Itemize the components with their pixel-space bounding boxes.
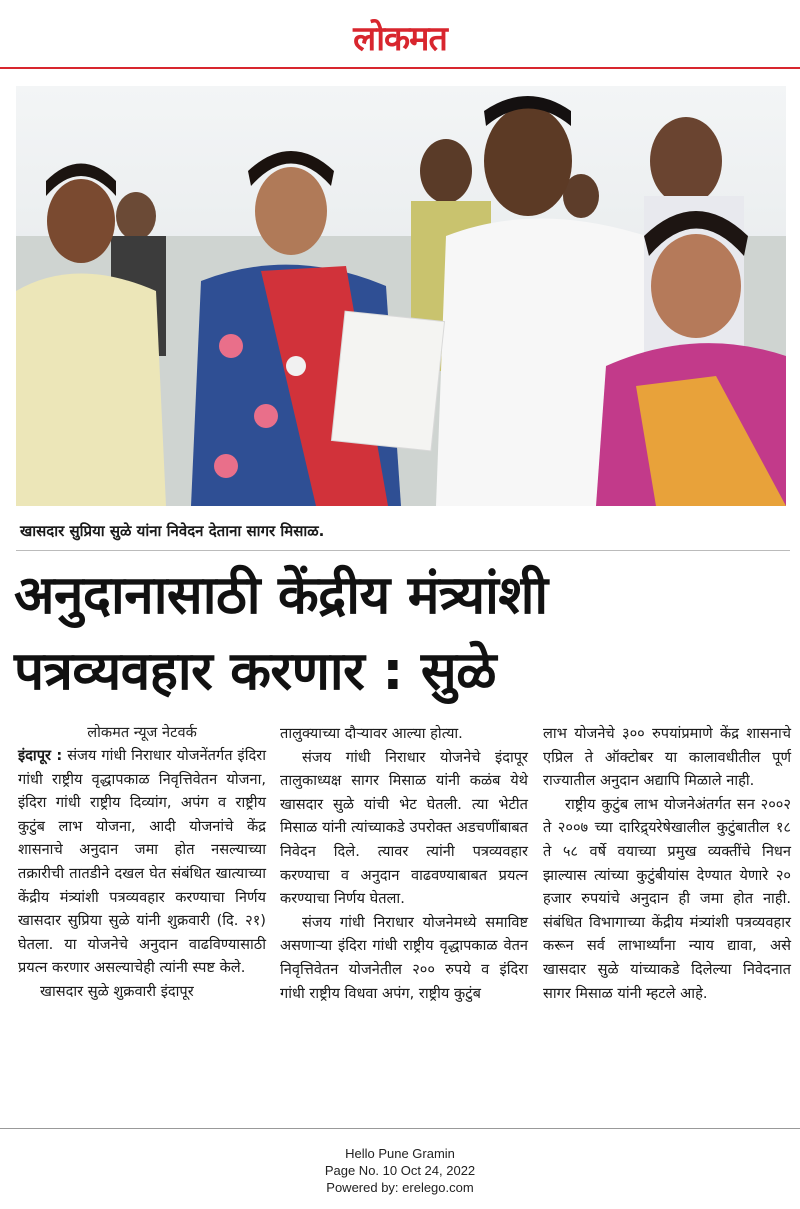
- article-paragraph: [18, 744, 266, 980]
- masthead: [0, 0, 800, 68]
- headline: [14, 558, 794, 710]
- page-footer: [0, 1145, 800, 1196]
- edition-name: Hello Pune Gramin: [345, 1146, 455, 1161]
- powered-by-link[interactable]: Powered by: erelego.com: [326, 1180, 474, 1195]
- lokmat-logo[interactable]: लोकमत: [353, 19, 447, 59]
- article-paragraph: राष्ट्रीय कुटुंब लाभ योजनेअंतर्गत सन २००२ ते २००७ च्या दारिद्र्यरेषेखालील कुटुंबातील १८ ते ५८ वर्षे वयाच्या प्रमुख व्यक्तींचे निधन झाल्यास त्यांच्या कुटुंबीयांस देण्यात येणारे २० हजार रुपयांचे अनुदान ही जमा होत नाही. संबंधित विभागाच्या केंद्रीय मंत्र्यांशी पत्रव्यवहार करून सर्व लाभार्थ्यांना न्याय द्यावा, असे खासदार सुळे यांच्याकडे दिलेल्या निवेदनात सागर मिसाळ यांनी म्हटले आहे.: [543, 795, 791, 1002]
- byline: लोकमत न्यूज नेटवर्क: [87, 724, 197, 741]
- article-paragraph: संजय गांधी निराधार योजनेचे इंदापूर तालुकाध्यक्ष सागर मिसाळ यांनी कळंब येथे खासदार सुळे यांची भेट घेतली. त्या भेटीत मिसाळ यांनी त्यांच्याकडे उपरोक्त अडचणींबाबत निवेदन दिले. त्यावर त्यांनी पत्रव्यवहार करण्याचा व अनुदान वाढवण्याबाबत प्रयत्न करण्याचा निर्णय घेतला.: [280, 748, 528, 908]
- page-number-date: Page No. 10 Oct 24, 2022: [324, 1163, 476, 1178]
- photo-image-icon: [16, 86, 786, 506]
- article-column-2: [280, 722, 528, 1005]
- headline-line-2: पत्रव्यवहार करणार : सुळे: [14, 641, 497, 702]
- article-paragraph: तालुक्याच्या दौऱ्यावर आल्या होत्या.: [280, 725, 463, 742]
- masthead-divider: [0, 67, 800, 69]
- dateline: इंदापूर :: [18, 747, 63, 764]
- article-column-1: [18, 722, 266, 1004]
- headline-line-1: अनुदानासाठी केंद्रीय मंत्र्यांशी: [14, 565, 548, 626]
- article-paragraph: लाभ योजनेचे ३०० रुपयांप्रमाणे केंद्र शासनाचे एप्रिल ते ऑक्टोबर या कालावधीतील पूर्ण राज्यातील अनुदान अद्यापि मिळाले नाही.: [543, 725, 791, 790]
- footer-divider: [0, 1128, 800, 1129]
- article-column-3: [543, 722, 791, 1005]
- news-photo[interactable]: [16, 86, 786, 506]
- article-paragraph: संजय गांधी निराधार योजनेमध्ये समाविष्ट असणाऱ्या इंदिरा गांधी राष्ट्रीय वृद्धापकाळ वेतन निवृत्तिवेतन योजनेतील २०० रुपये व इंदिरा गांधी राष्ट्रीय विधवा अपंग, राष्ट्रीय कुटुंब: [280, 913, 528, 1002]
- paragraph-text: संजय गांधी निराधार योजनेंतर्गत इंदिरा गांधी राष्ट्रीय वृद्धापकाळ निवृत्तिवेतन योजना, इंदिरा गांधी राष्ट्रीय दिव्यांग, अपंग व राष्ट्रीय कुटुंब लाभ योजना, आदी योजनांचे केंद्र शासनाचे अनुदान जमा होत नसल्याच्या तक्रारीची तातडीने दखल घेत संबंधित खात्याच्या केंद्रीय मंत्र्यांशी पत्रव्यवहार करण्याचा निर्णय खासदार सुप्रिया सुळे यांनी शुक्रवारी (दि. २१) घेतला. या योजनेचे अनुदान वाढविण्यासाठी प्रयत्न करणार असल्याचेही त्यांनी स्पष्ट केले.: [18, 747, 266, 977]
- article-paragraph: खासदार सुळे शुक्रवारी इंदापूर: [40, 982, 194, 1000]
- photo-caption: खासदार सुप्रिया सुळे यांना निवेदन देताना सागर मिसाळ.: [16, 512, 790, 551]
